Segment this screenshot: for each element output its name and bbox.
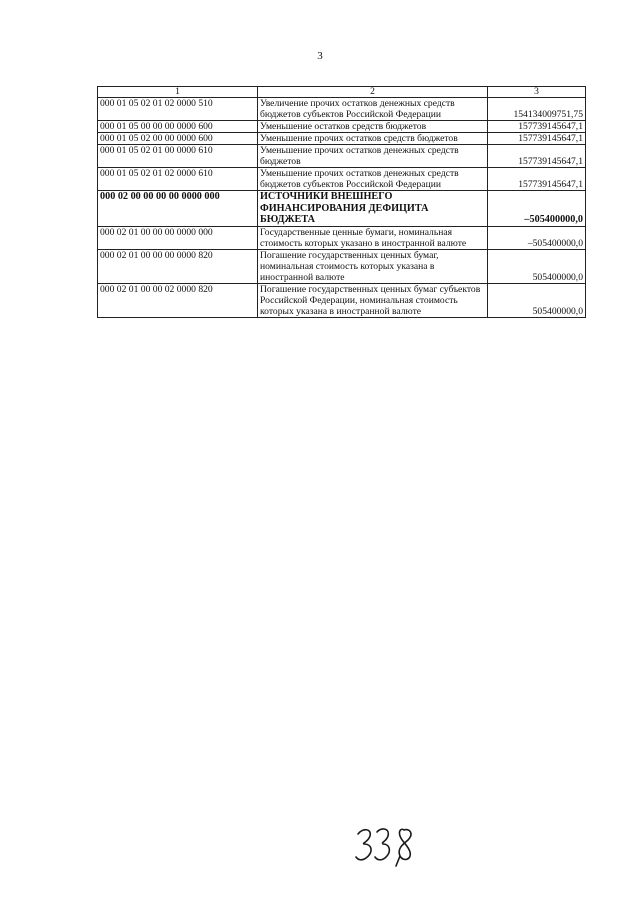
- row-sum: –505400000,0: [488, 191, 586, 227]
- row-code: 000 01 05 02 01 02 0000 610: [98, 168, 258, 191]
- column-header-2: 2: [258, 87, 488, 98]
- budget-sources-table: [97, 86, 586, 318]
- row-code: 000 01 05 02 01 02 0000 510: [98, 98, 258, 121]
- table-row: [98, 249, 586, 283]
- table-header-row: [98, 87, 586, 98]
- row-name: Уменьшение прочих остатков денежных средств бюджетов: [258, 145, 488, 168]
- row-sum: 505400000,0: [488, 249, 586, 283]
- page-number: 3: [317, 50, 323, 62]
- row-code: 000 02 00 00 00 00 0000 000: [98, 191, 258, 227]
- row-name: Погашение государственных ценных бумаг субъектов Российской Федерации, номинальная стоимость которых указана в иностранной валюте: [258, 283, 488, 317]
- table-row: [98, 168, 586, 191]
- row-sum: 505400000,0: [488, 283, 586, 317]
- row-sum: 154134009751,75: [488, 98, 586, 121]
- handwritten-signature: [350, 820, 420, 875]
- table-row: [98, 121, 586, 133]
- table-row: [98, 133, 586, 145]
- row-name: ИСТОЧНИКИ ВНЕШНЕГО ФИНАНСИРОВАНИЯ ДЕФИЦИТА БЮДЖЕТА: [258, 191, 488, 227]
- row-sum: –505400000,0: [488, 226, 586, 249]
- row-name: Увеличение прочих остатков денежных средств бюджетов субъектов Российской Федерации: [258, 98, 488, 121]
- handwritten-338-image: [350, 820, 420, 870]
- row-code: 000 02 01 00 00 00 0000 000: [98, 226, 258, 249]
- table-row: [98, 98, 586, 121]
- row-code: 000 01 05 02 01 00 0000 610: [98, 145, 258, 168]
- row-sum: 157739145647,1: [488, 121, 586, 133]
- column-header-3: 3: [488, 87, 586, 98]
- row-name: Государственные ценные бумаги, номинальная стоимость которых указано в иностранной валюте: [258, 226, 488, 249]
- row-sum: 157739145647,1: [488, 145, 586, 168]
- row-code: 000 02 01 00 00 00 0000 820: [98, 249, 258, 283]
- row-code: 000 01 05 00 00 00 0000 600: [98, 121, 258, 133]
- row-name: Уменьшение прочих остатков денежных средств бюджетов субъектов Российской Федерации: [258, 168, 488, 191]
- row-name: Уменьшение прочих остатков средств бюджетов: [258, 133, 488, 145]
- row-sum: 157739145647,1: [488, 168, 586, 191]
- table-row: [98, 226, 586, 249]
- row-name: Погашение государственных ценных бумаг, номинальная стоимость которых указана в иностранной валюте: [258, 249, 488, 283]
- row-name: Уменьшение остатков средств бюджетов: [258, 121, 488, 133]
- table-row-section: [98, 191, 586, 227]
- row-sum: 157739145647,1: [488, 133, 586, 145]
- column-header-1: 1: [98, 87, 258, 98]
- table-row: [98, 283, 586, 317]
- table-row: [98, 145, 586, 168]
- row-code: 000 02 01 00 00 02 0000 820: [98, 283, 258, 317]
- row-code: 000 01 05 02 00 00 0000 600: [98, 133, 258, 145]
